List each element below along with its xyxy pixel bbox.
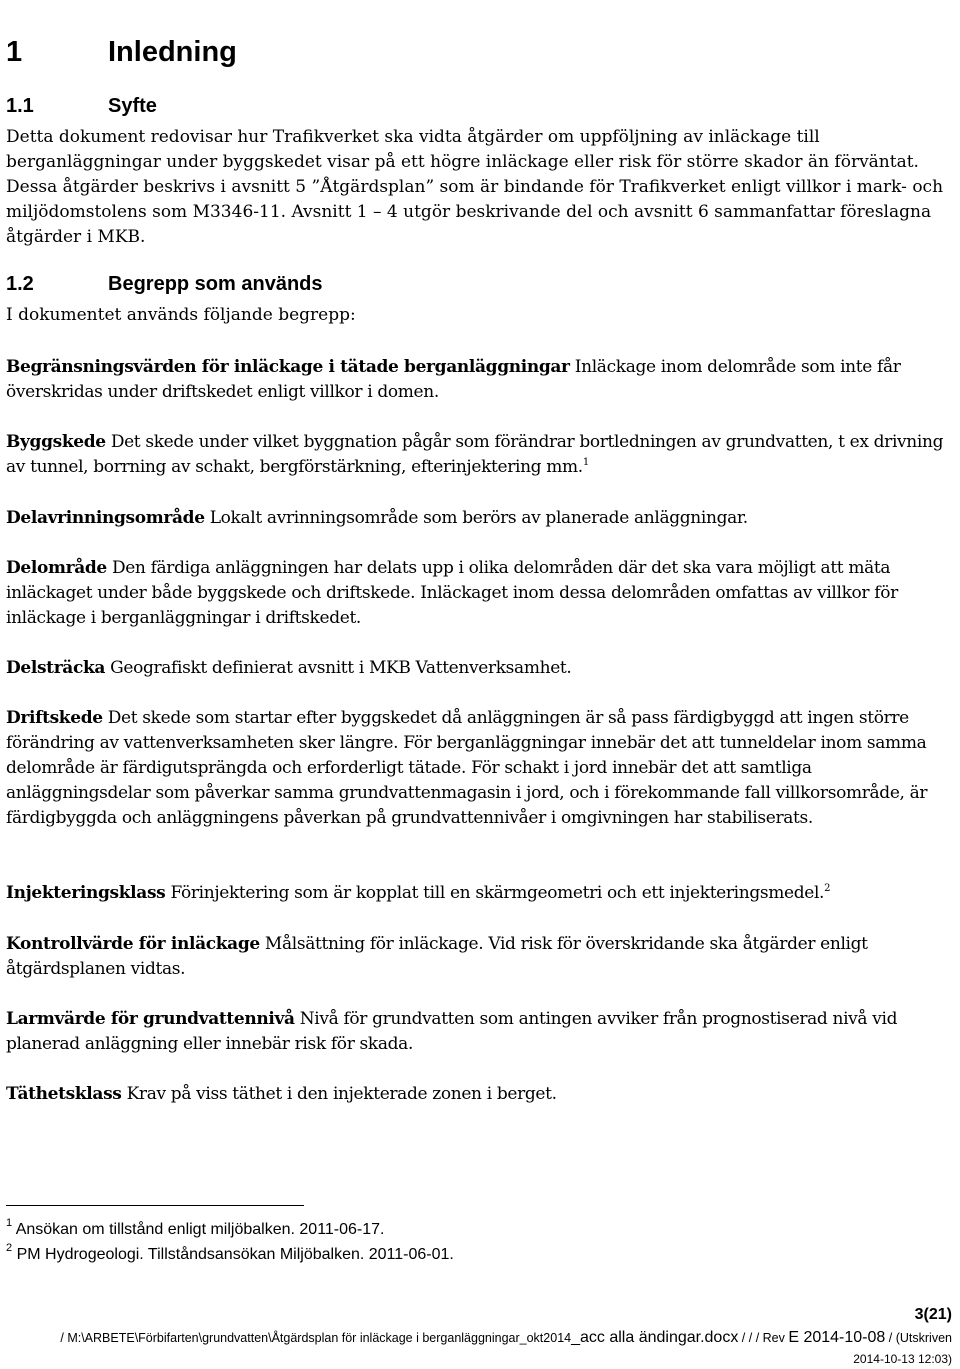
definition-term: Driftskede (6, 708, 103, 728)
section-number: 1.2 (6, 273, 34, 295)
definition-text: Lokalt avrinningsområde som berörs av planerade anläggningar. (209, 508, 748, 528)
chapter-title: Inledning (108, 36, 237, 68)
definition-paragraph (6, 1082, 954, 1107)
definition-term: Kontrollvärde för inläckage (6, 934, 260, 954)
chapter-number: 1 (6, 36, 23, 68)
file-path (60, 1329, 952, 1347)
terms-intro: I dokumentet används följande begrepp: (6, 305, 356, 325)
definition-paragraph (6, 506, 954, 531)
footnote-separator (6, 1205, 304, 1206)
definition-paragraph (6, 430, 954, 480)
definition-paragraph (6, 355, 954, 405)
footnote-number: 2 (6, 1242, 13, 1254)
footnote (6, 1244, 454, 1266)
definition-paragraph (6, 1007, 954, 1057)
footnote (6, 1219, 385, 1241)
definition-text: Geografiskt definierat avsnitt i MKB Vattenverksamhet. (110, 658, 572, 678)
definition-term: Injekteringsklass (6, 883, 166, 903)
definition-paragraph (6, 656, 954, 681)
definition-text: Nivå för grundvatten som antingen avviker från prognostiserad nivå vid planerad anläggning eller innebär risk för skada. (6, 1009, 898, 1054)
footnote-reference[interactable]: 2 (824, 883, 831, 894)
footnote-number: 1 (6, 1217, 13, 1229)
file-path-part: / M:\ARBETE\Förbifarten\grundvatten\Åtgärdsplan för inläckage i berganläggningar_okt2014 (60, 1331, 572, 1345)
definition-term: Täthetsklass (6, 1084, 122, 1104)
section-heading-begrepp (6, 271, 323, 297)
footnote-text: Ansökan om tillstånd enligt miljöbalken. 2011-06-17. (15, 1221, 385, 1238)
definition-text: Krav på viss täthet i den injekterade zonen i berget. (126, 1084, 557, 1104)
definition-paragraph (6, 932, 954, 982)
definition-text: Inläckage inom delområde som inte får överskridas under driftskedet enligt villkor i domen. (6, 357, 901, 402)
definition-text: Det skede som startar efter byggskedet då anläggningen är så pass färdigbyggd att ingen större förändring av vattenverksamheten sker längre. För berganläggningar innebär det att tunneldelar inom samma delområde är färdigutsprängda och erforderligt tätade. För schakt i jord innebär det att samtliga anläggningsdelar som påverkar samma grundvattenmagasin i jord, och i förekommande fall villkorsområde, är färdigbyggda och anläggningens påverkan på grundvattennivåer i omgivningen har stabiliserats. (6, 708, 928, 828)
definition-term: Delsträcka (6, 658, 106, 678)
definition-text: Det skede under vilket byggnation pågår som förändrar bortledningen av grundvatten, t ex drivning av tunnel, borrning av schakt, bergförstärkning, efterinjektering mm. (6, 432, 944, 477)
section-title: Begrepp som används (108, 273, 323, 295)
purpose-paragraph: Detta dokument redovisar hur Trafikverket ska vidta åtgärder om uppföljning av inläckage till berganläggningar under byggskedet visar på ett högre inläckage eller risk för större skador än förväntat. Dessa åtgärder beskrivs i avsnitt 5 ”Åtgärdsplan” som är bindande för Trafikverket enligt villkor i mark- och miljödomstolens som M3346-11. Avsnitt 1 – 4 utgör beskrivande del och avsnitt 6 sammanfattar föreslagna åtgärder i MKB. (6, 127, 944, 247)
definition-paragraph (6, 556, 954, 631)
definition-term: Begränsningsvärden för inläckage i tätade berganläggningar (6, 357, 570, 377)
definition-text: Målsättning för inläckage. Vid risk för överskridande ska åtgärder enligt åtgärdsplanen vidtas. (6, 934, 868, 979)
file-path-part: / / / Rev (738, 1331, 789, 1345)
chapter-heading (6, 34, 237, 70)
definition-text: Den färdiga anläggningen har delats upp i olika delområden där det ska vara möjligt att mäta inläckaget under både byggskede och driftskede. Inläckaget inom dessa delområden omfattas av villkor för inläckage i berganläggningar i driftskedet. (6, 558, 898, 628)
definition-paragraph (6, 881, 954, 906)
file-path-part: / (Utskriven (885, 1331, 952, 1345)
section-title: Syfte (108, 95, 157, 117)
section-heading-syfte (6, 93, 157, 119)
revision-date: E 2014-10-08 (788, 1329, 886, 1346)
footnote-reference[interactable]: 1 (582, 457, 589, 468)
definition-term: Delområde (6, 558, 107, 578)
definition-term: Byggskede (6, 432, 106, 452)
definition-text: Förinjektering som är kopplat till en skärmgeometri och ett injekteringsmedel. (170, 883, 825, 903)
definition-term: Delavrinningsområde (6, 508, 205, 528)
definition-term: Larmvärde för grundvattennivå (6, 1009, 295, 1029)
definition-paragraph (6, 706, 954, 831)
page-number: 3(21) (914, 1306, 952, 1323)
print-timestamp: 2014-10-13 12:03) (853, 1352, 952, 1366)
file-path-part: _acc alla ändingar.docx (571, 1329, 739, 1346)
footnote-text: PM Hydrogeologi. Tillståndsansökan Miljöbalken. 2011-06-01. (16, 1246, 454, 1263)
section-number: 1.1 (6, 95, 34, 117)
